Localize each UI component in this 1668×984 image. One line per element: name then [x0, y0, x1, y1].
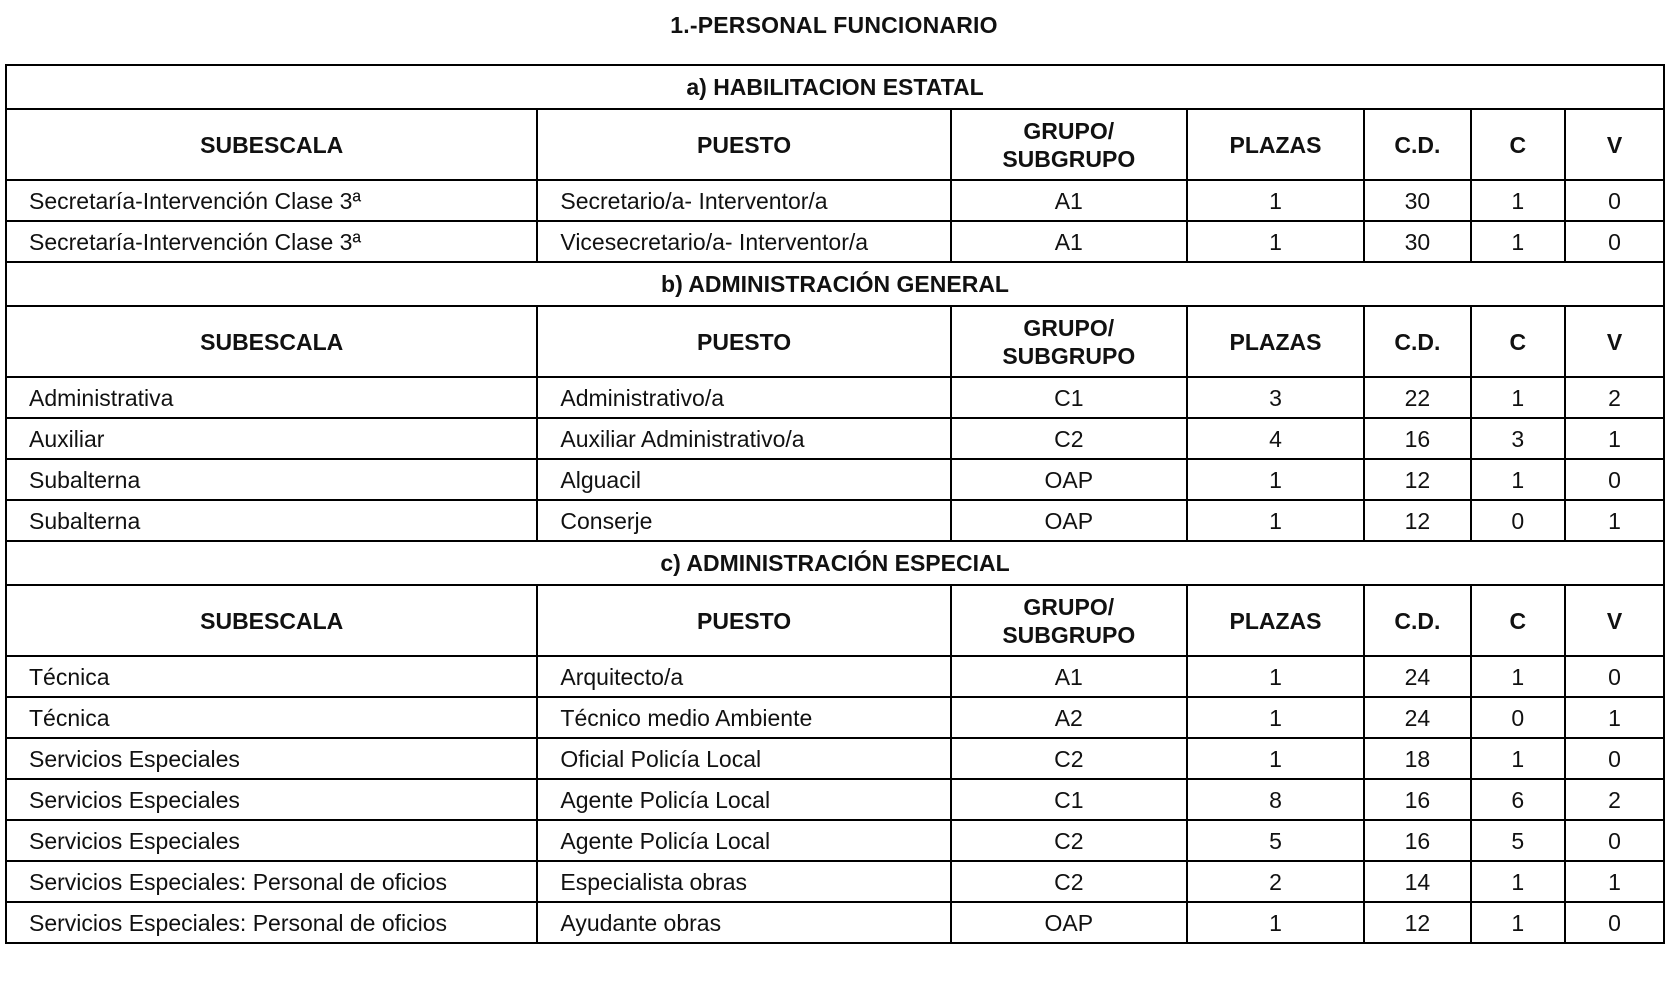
cell-cd: 24 [1364, 656, 1470, 697]
header-grupo-line: GRUPO/ [1023, 117, 1115, 144]
cell-c: 6 [1471, 779, 1566, 820]
table-row [6, 459, 1664, 500]
cell-c: 1 [1471, 459, 1566, 500]
table-row [6, 180, 1664, 221]
section-title: c) ADMINISTRACIÓN ESPECIAL [6, 541, 1664, 585]
cell-grupo: C2 [951, 861, 1187, 902]
cell-cd: 30 [1364, 221, 1470, 262]
cell-plazas: 1 [1187, 656, 1364, 697]
header-subgrupo-line: SUBGRUPO [1002, 145, 1136, 172]
header-grupo-subgrupo [951, 109, 1187, 180]
header-grupo-subgrupo [951, 585, 1187, 656]
cell-subescala: Servicios Especiales [6, 820, 537, 861]
cell-plazas: 5 [1187, 820, 1364, 861]
cell-c: 1 [1471, 738, 1566, 779]
cell-subescala: Servicios Especiales [6, 738, 537, 779]
cell-grupo: OAP [951, 500, 1187, 541]
cell-cd: 16 [1364, 779, 1470, 820]
cell-puesto: Alguacil [537, 459, 950, 500]
cell-v: 0 [1565, 656, 1664, 697]
cell-cd: 14 [1364, 861, 1470, 902]
table-row [6, 221, 1664, 262]
header-c: C [1471, 109, 1566, 180]
cell-subescala: Técnica [6, 656, 537, 697]
cell-grupo: OAP [951, 459, 1187, 500]
cell-grupo: C2 [951, 418, 1187, 459]
cell-grupo: C2 [951, 738, 1187, 779]
cell-c: 1 [1471, 221, 1566, 262]
cell-grupo: C2 [951, 820, 1187, 861]
cell-cd: 12 [1364, 902, 1470, 943]
cell-subescala: Subalterna [6, 500, 537, 541]
cell-subescala: Servicios Especiales: Personal de oficios [6, 861, 537, 902]
header-plazas: PLAZAS [1187, 585, 1364, 656]
cell-v: 2 [1565, 377, 1664, 418]
document-title: 1.-PERSONAL FUNCIONARIO [670, 12, 998, 38]
header-c: C [1471, 306, 1566, 377]
cell-plazas: 1 [1187, 738, 1364, 779]
header-v: V [1565, 585, 1664, 656]
table-row [6, 738, 1664, 779]
header-plazas: PLAZAS [1187, 109, 1364, 180]
cell-puesto: Ayudante obras [537, 902, 950, 943]
cell-v: 0 [1565, 902, 1664, 943]
cell-puesto: Agente Policía Local [537, 820, 950, 861]
header-subescala: SUBESCALA [6, 109, 537, 180]
header-subescala: SUBESCALA [6, 585, 537, 656]
cell-subescala: Servicios Especiales: Personal de oficios [6, 902, 537, 943]
cell-c: 5 [1471, 820, 1566, 861]
table-row [6, 656, 1664, 697]
header-subgrupo-line: SUBGRUPO [1002, 621, 1136, 648]
cell-cd: 18 [1364, 738, 1470, 779]
cell-c: 0 [1471, 697, 1566, 738]
cell-v: 1 [1565, 861, 1664, 902]
cell-cd: 30 [1364, 180, 1470, 221]
cell-subescala: Auxiliar [6, 418, 537, 459]
section-title: a) HABILITACION ESTATAL [6, 65, 1664, 109]
cell-cd: 12 [1364, 459, 1470, 500]
cell-v: 0 [1565, 180, 1664, 221]
header-puesto: PUESTO [537, 306, 950, 377]
cell-cd: 22 [1364, 377, 1470, 418]
table-row [6, 779, 1664, 820]
table-body [6, 65, 1664, 943]
cell-v: 0 [1565, 221, 1664, 262]
cell-c: 1 [1471, 656, 1566, 697]
cell-puesto: Oficial Policía Local [537, 738, 950, 779]
section-title-row [6, 541, 1664, 585]
table-row [6, 820, 1664, 861]
cell-grupo: A2 [951, 697, 1187, 738]
cell-puesto: Secretario/a- Interventor/a [537, 180, 950, 221]
cell-subescala: Administrativa [6, 377, 537, 418]
cell-plazas: 1 [1187, 500, 1364, 541]
section-title-row [6, 65, 1664, 109]
section-title: b) ADMINISTRACIÓN GENERAL [6, 262, 1664, 306]
cell-c: 3 [1471, 418, 1566, 459]
cell-grupo: A1 [951, 221, 1187, 262]
cell-v: 1 [1565, 697, 1664, 738]
table-row [6, 902, 1664, 943]
cell-plazas: 2 [1187, 861, 1364, 902]
cell-puesto: Agente Policía Local [537, 779, 950, 820]
cell-subescala: Secretaría-Intervención Clase 3ª [6, 221, 537, 262]
header-cd: C.D. [1364, 109, 1470, 180]
cell-puesto: Conserje [537, 500, 950, 541]
header-v: V [1565, 109, 1664, 180]
table-row [6, 861, 1664, 902]
cell-plazas: 1 [1187, 180, 1364, 221]
table-row [6, 377, 1664, 418]
header-cd: C.D. [1364, 585, 1470, 656]
cell-c: 1 [1471, 377, 1566, 418]
cell-v: 1 [1565, 418, 1664, 459]
cell-v: 1 [1565, 500, 1664, 541]
cell-subescala: Secretaría-Intervención Clase 3ª [6, 180, 537, 221]
cell-puesto: Vicesecretario/a- Interventor/a [537, 221, 950, 262]
cell-plazas: 4 [1187, 418, 1364, 459]
table-row [6, 500, 1664, 541]
cell-grupo: A1 [951, 656, 1187, 697]
cell-subescala: Subalterna [6, 459, 537, 500]
cell-cd: 12 [1364, 500, 1470, 541]
cell-subescala: Técnica [6, 697, 537, 738]
cell-plazas: 1 [1187, 221, 1364, 262]
cell-puesto: Administrativo/a [537, 377, 950, 418]
cell-puesto: Técnico medio Ambiente [537, 697, 950, 738]
cell-c: 1 [1471, 861, 1566, 902]
cell-puesto: Arquitecto/a [537, 656, 950, 697]
cell-c: 0 [1471, 500, 1566, 541]
cell-puesto: Especialista obras [537, 861, 950, 902]
table-row [6, 418, 1664, 459]
cell-plazas: 1 [1187, 902, 1364, 943]
header-v: V [1565, 306, 1664, 377]
column-header-row [6, 585, 1664, 656]
cell-grupo: A1 [951, 180, 1187, 221]
cell-cd: 16 [1364, 820, 1470, 861]
cell-v: 0 [1565, 820, 1664, 861]
cell-grupo: C1 [951, 377, 1187, 418]
column-header-row [6, 306, 1664, 377]
cell-grupo: OAP [951, 902, 1187, 943]
cell-c: 1 [1471, 180, 1566, 221]
header-puesto: PUESTO [537, 585, 950, 656]
cell-v: 0 [1565, 738, 1664, 779]
cell-v: 0 [1565, 459, 1664, 500]
header-subgrupo-line: SUBGRUPO [1002, 342, 1136, 369]
header-puesto: PUESTO [537, 109, 950, 180]
header-grupo-line: GRUPO/ [1023, 593, 1115, 620]
cell-grupo: C1 [951, 779, 1187, 820]
cell-c: 1 [1471, 902, 1566, 943]
staff-table [5, 64, 1665, 944]
header-cd: C.D. [1364, 306, 1470, 377]
cell-plazas: 3 [1187, 377, 1364, 418]
header-c: C [1471, 585, 1566, 656]
cell-subescala: Servicios Especiales [6, 779, 537, 820]
header-grupo-subgrupo [951, 306, 1187, 377]
cell-plazas: 8 [1187, 779, 1364, 820]
header-plazas: PLAZAS [1187, 306, 1364, 377]
cell-cd: 16 [1364, 418, 1470, 459]
cell-cd: 24 [1364, 697, 1470, 738]
table-row [6, 697, 1664, 738]
cell-v: 2 [1565, 779, 1664, 820]
column-header-row [6, 109, 1664, 180]
header-grupo-line: GRUPO/ [1023, 314, 1115, 341]
cell-puesto: Auxiliar Administrativo/a [537, 418, 950, 459]
section-title-row [6, 262, 1664, 306]
cell-plazas: 1 [1187, 697, 1364, 738]
cell-plazas: 1 [1187, 459, 1364, 500]
header-subescala: SUBESCALA [6, 306, 537, 377]
